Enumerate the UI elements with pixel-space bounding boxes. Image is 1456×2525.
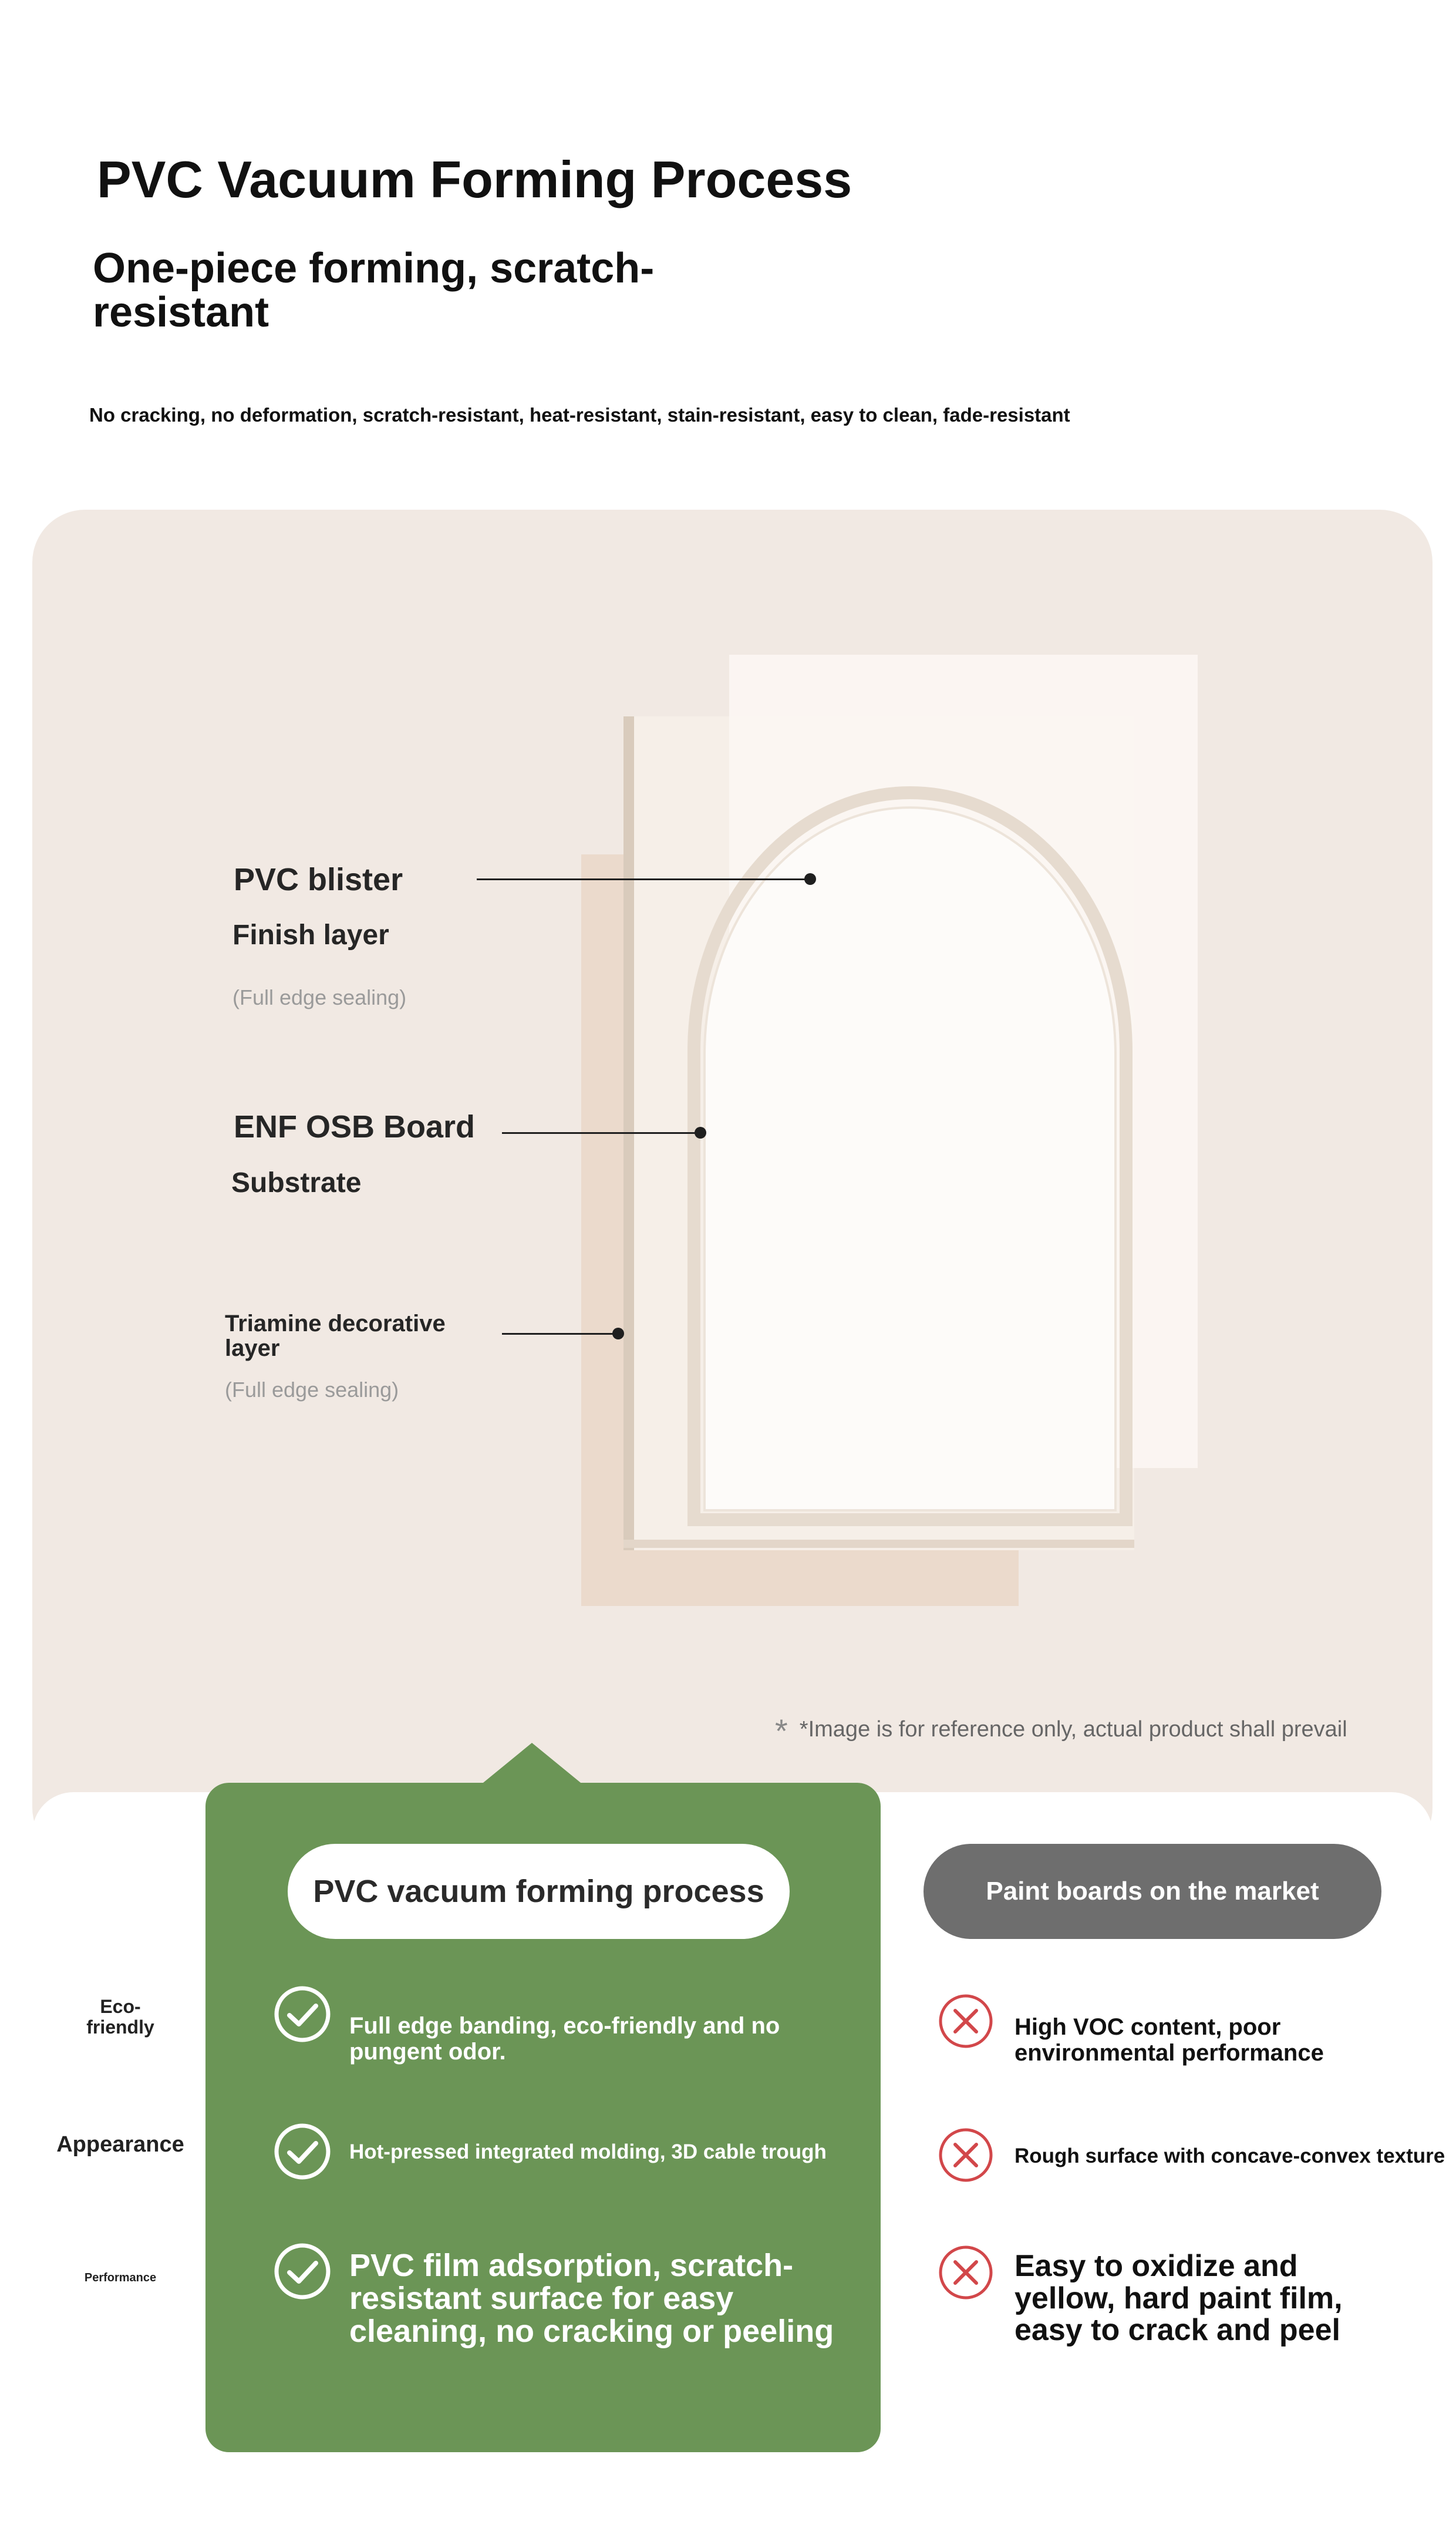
row-label-eco-friendly: Eco-friendly (86, 1996, 154, 2038)
row-label-appearance: Appearance (56, 2132, 184, 2157)
layer2-leader-line (502, 1132, 700, 1134)
layer2-name: ENF OSB Board (234, 1109, 476, 1144)
layer1-name: PVC blister (234, 862, 403, 897)
disclaimer (775, 1712, 1347, 1750)
layer3-note: (Full edge sealing) (225, 1378, 399, 1402)
pvc-column-title: PVC vacuum forming process (288, 1844, 790, 1939)
layer1-leader-line (477, 878, 810, 880)
cross-circle-icon (936, 2243, 995, 2302)
layer3-pointer-dot (612, 1328, 624, 1339)
pvc-performance-text: PVC film adsorption, scratch-resistant surface for easy cleaning, no cracking or peeling (349, 2248, 834, 2349)
check-circle-icon (273, 2122, 332, 2181)
check-circle-icon (273, 2242, 332, 2301)
layer3-name: Triamine decorative layer (225, 1311, 446, 1361)
layer3-leader-line (502, 1333, 618, 1335)
pvc-appearance-text: Hot-pressed integrated molding, 3D cable trough (349, 2140, 827, 2163)
check-circle-icon (273, 1985, 332, 2043)
layer1-role: Finish layer (232, 920, 389, 951)
page-title: PVC Vacuum Forming Process (97, 150, 852, 208)
layer2-role: Substrate (231, 1167, 362, 1198)
cross-circle-icon (936, 1992, 995, 2051)
paint-performance-text: Easy to oxidize and yellow, hard paint film, easy to crack and peel (1015, 2249, 1343, 2348)
layer1-note: (Full edge sealing) (232, 985, 407, 1009)
page-subtitle: One-piece forming, scratch-resistant (93, 245, 655, 336)
green-card-pointer (480, 1743, 584, 1785)
layer1-pointer-dot (804, 873, 816, 885)
disclaimer-text: *Image is for reference only, actual product shall prevail (799, 1717, 1347, 1742)
paint-appearance-text: Rough surface with concave-convex texture (1015, 2144, 1445, 2167)
cross-circle-icon (936, 2126, 995, 2184)
pvc-eco-text: Full edge banding, eco-friendly and no pungent odor. (349, 2013, 780, 2065)
paint-eco-text: High VOC content, poor environmental performance (1015, 2014, 1324, 2066)
asterisk-icon: * (775, 1712, 788, 1749)
row-label-performance: Performance (84, 2271, 157, 2284)
layer2-pointer-dot (695, 1127, 706, 1139)
feature-description: No cracking, no deformation, scratch-resistant, heat-resistant, stain-resistant, easy to clean, fade-resistant (89, 404, 1070, 426)
paint-column-title: Paint boards on the market (924, 1844, 1381, 1939)
